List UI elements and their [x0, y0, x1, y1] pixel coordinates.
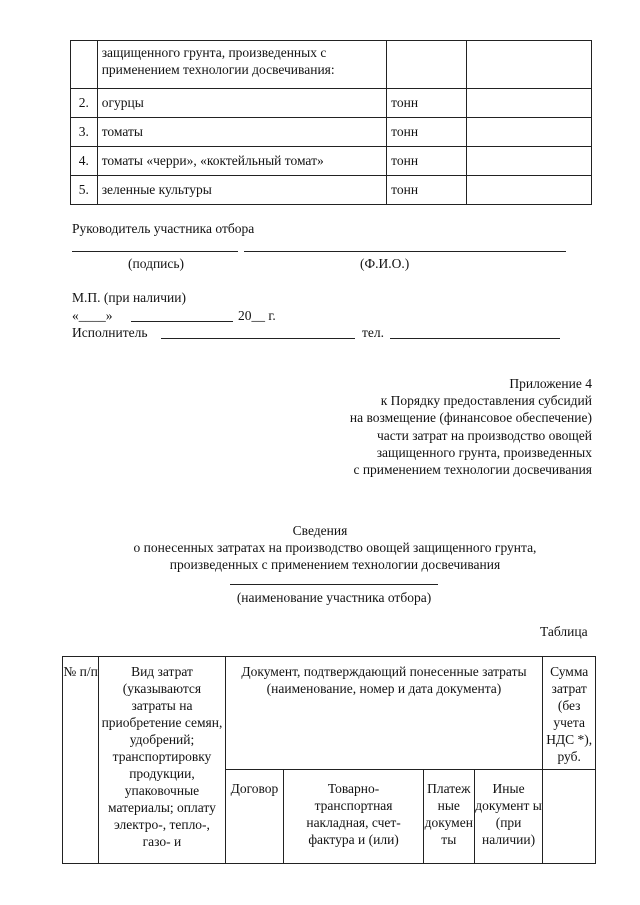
stamp-label: М.П. (при наличии) [72, 290, 186, 305]
row-number [71, 41, 98, 89]
col-type-header: Вид затрат (указываются затраты на приобретение семян, удобрений; транспортировку продукции, упаковочные материалы; оплату электро-, тепло-, газо- и [99, 657, 225, 864]
row-unit: тонн [387, 118, 467, 147]
sub-waybill: Товарно-транспортная накладная, счет-фактура и (или) [284, 770, 424, 864]
row-unit [387, 41, 467, 89]
row-number: 3. [71, 118, 98, 147]
row-name: огурцы [97, 89, 386, 118]
row-value [467, 89, 592, 118]
row-value [467, 176, 592, 205]
fio-line [244, 251, 566, 252]
row-value [467, 118, 592, 147]
table-header-row [63, 657, 596, 770]
heading-line-2: произведенных с применением технологии досвечивания [169, 557, 501, 572]
row-name: защищенного грунта, произведенных с применением технологии досвечивания: [97, 41, 386, 89]
col-num-header: № п/п [63, 657, 99, 864]
date-month-line [131, 321, 233, 322]
participant-caption: (наименование участника отбора) [236, 590, 432, 605]
row-number: 2. [71, 89, 98, 118]
row-unit: тонн [387, 176, 467, 205]
appendix-line: защищенного грунта, произведенных [376, 444, 592, 460]
head-label: Руководитель участника отбора [72, 221, 255, 236]
appendix-block [350, 375, 592, 478]
executor-label: Исполнитель [72, 325, 148, 340]
phone-line [390, 338, 560, 339]
date-year: 20__ г. [238, 308, 276, 323]
fio-caption: (Ф.И.О.) [360, 256, 410, 271]
table-row [71, 118, 592, 147]
appendix-line: к Порядку предоставления субсидий [380, 393, 592, 409]
row-value [467, 147, 592, 176]
participant-line [230, 584, 438, 585]
table-label: Таблица [540, 624, 588, 639]
row-name: томаты «черри», «коктейльный томат» [97, 147, 386, 176]
col-doc-header: Документ, подтверждающий понесенные затраты (наименование, номер и дата документа) [225, 657, 543, 770]
phone-label: тел. [362, 325, 385, 340]
row-number: 4. [71, 147, 98, 176]
row-number: 5. [71, 176, 98, 205]
appendix-line: с применением технологии досвечивания [353, 462, 592, 478]
table-row [71, 41, 592, 89]
heading-title: Сведения [292, 523, 348, 538]
table-row [71, 176, 592, 205]
sub-contract: Договор [225, 770, 284, 864]
row-unit: тонн [387, 147, 467, 176]
sub-sum-empty [543, 770, 596, 864]
table-row [71, 89, 592, 118]
appendix-line: на возмещение (финансовое обеспечение) [349, 410, 592, 426]
products-table [70, 40, 592, 205]
executor-line [161, 338, 355, 339]
sub-payment: Платеж ные докумен ты [423, 770, 474, 864]
date-open: «____» [72, 308, 113, 323]
table-row [71, 147, 592, 176]
row-name: зеленные культуры [97, 176, 386, 205]
row-value [467, 41, 592, 89]
appendix-line: Приложение 4 [509, 376, 592, 391]
col-sum-header: Сумма затрат (без учета НДС *), руб. [543, 657, 596, 770]
row-unit: тонн [387, 89, 467, 118]
signature-caption: (подпись) [128, 256, 185, 271]
cost-table [62, 656, 596, 864]
signature-line [72, 251, 238, 252]
document-heading [0, 522, 640, 573]
appendix-line: части затрат на производство овощей [376, 427, 592, 443]
sub-other: Иные документ ы (при наличии) [474, 770, 543, 864]
row-name: томаты [97, 118, 386, 147]
heading-line-1: о понесенных затратах на производство овощей защищенного грунта, [133, 540, 537, 555]
